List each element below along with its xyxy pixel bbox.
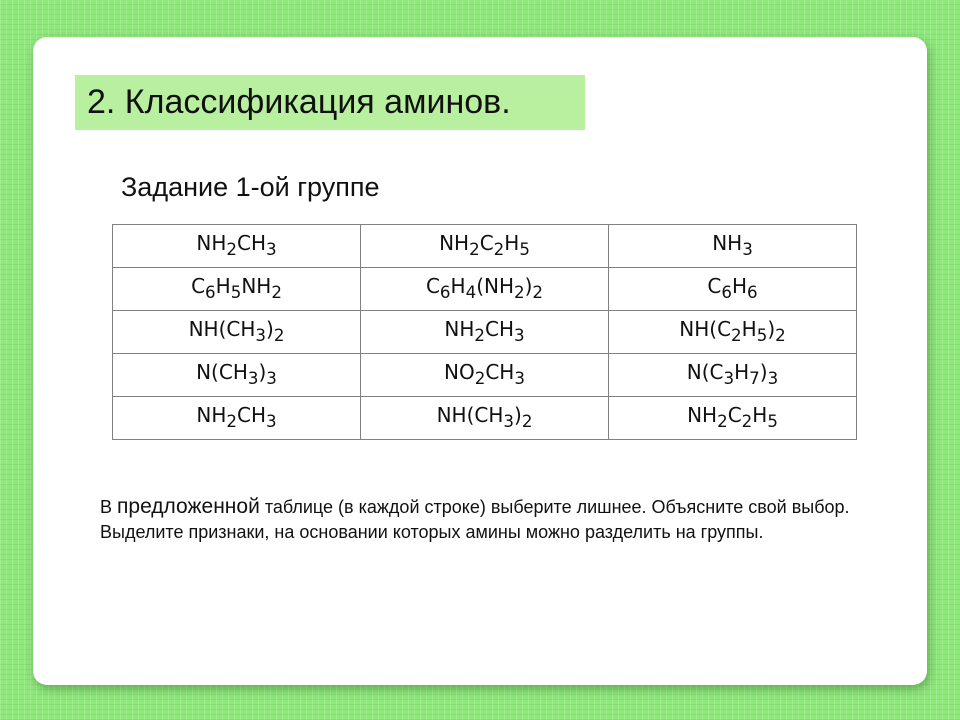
task-instruction-1 — [100, 494, 880, 520]
formula-subscript: 5 — [756, 326, 768, 345]
formula-text: H — [752, 403, 768, 427]
formula-cell — [361, 225, 609, 268]
formula-subscript: 4 — [465, 283, 477, 302]
formula-subscript: 6 — [721, 283, 732, 302]
task-instruction-1-rest: таблице (в каждой строке) выберите лишнее. Объясните свой выбор. — [259, 497, 850, 517]
table-row — [113, 311, 857, 354]
formula-subscript: 6 — [205, 283, 216, 302]
formula-table — [112, 224, 857, 440]
formula-subscript: 2 — [741, 412, 753, 431]
task-heading: Задание 1-ой группе — [121, 172, 380, 202]
formula-subscript: 2 — [493, 240, 505, 259]
formula-subscript: 3 — [742, 240, 753, 259]
formula-subscript: 6 — [747, 283, 758, 302]
formula-text: C — [727, 403, 742, 427]
formula-subscript: 2 — [469, 240, 480, 259]
formula-text: H — [731, 274, 747, 298]
formula-cell — [113, 311, 361, 354]
formula-text: CH — [236, 231, 266, 255]
formula-cell — [609, 354, 857, 397]
formula-cell — [361, 311, 609, 354]
formula-text: NH — [712, 231, 743, 255]
formula-text: NH — [439, 231, 470, 255]
formula-subscript: 3 — [266, 412, 277, 431]
formula-cell — [361, 268, 609, 311]
formula-text: NH — [241, 274, 272, 298]
formula-text: CH — [236, 403, 266, 427]
formula-text: NH — [196, 231, 227, 255]
formula-subscript: 7 — [749, 369, 760, 388]
formula-subscript: 2 — [521, 412, 533, 431]
formula-text: N(C — [686, 360, 724, 384]
formula-text: ) — [514, 403, 522, 427]
table-row — [113, 397, 857, 440]
formula-text: NH — [687, 403, 718, 427]
formula-cell — [609, 397, 857, 440]
formula-subscript: 3 — [255, 326, 266, 345]
formula-subscript: 3 — [247, 369, 259, 388]
formula-subscript: 3 — [266, 369, 277, 388]
formula-subscript: 3 — [503, 412, 514, 431]
table-row — [113, 354, 857, 397]
formula-subscript: 2 — [717, 412, 728, 431]
formula-subscript: 2 — [474, 326, 485, 345]
formula-cell — [113, 225, 361, 268]
formula-cell — [113, 354, 361, 397]
formula-subscript: 3 — [767, 369, 779, 388]
formula-cell — [361, 354, 609, 397]
formula-text: ) — [266, 317, 274, 341]
formula-text: CH — [485, 360, 515, 384]
formula-cell — [113, 397, 361, 440]
formula-text: CH — [484, 317, 514, 341]
formula-text: ) — [759, 360, 768, 384]
formula-subscript: 2 — [532, 283, 544, 302]
formula-text: NH — [196, 403, 227, 427]
formula-text: NH(CH — [436, 403, 504, 427]
formula-subscript: 6 — [439, 283, 451, 302]
formula-subscript: 3 — [723, 369, 735, 388]
formula-subscript: 2 — [731, 326, 742, 345]
formula-text: N(CH — [196, 360, 248, 384]
table-row — [113, 225, 857, 268]
formula-cell — [609, 311, 857, 354]
formula-subscript: 5 — [767, 412, 778, 431]
task-instructions — [100, 494, 880, 545]
formula-subscript: 3 — [266, 240, 277, 259]
formula-text: H — [741, 317, 757, 341]
formula-subscript: 2 — [226, 240, 237, 259]
task-instruction-1-large-word: предложенной — [117, 495, 260, 518]
formula-text: ) — [524, 274, 533, 298]
formula-cell — [609, 225, 857, 268]
formula-cell — [113, 268, 361, 311]
formula-subscript: 2 — [775, 326, 786, 345]
formula-text: C — [425, 274, 440, 298]
formula-subscript: 2 — [271, 283, 282, 302]
formula-text: H — [504, 231, 520, 255]
slide-title: 2. Классификация аминов. — [87, 83, 511, 121]
formula-text: (NH — [476, 274, 514, 298]
formula-text: ) — [767, 317, 776, 341]
title-banner — [75, 75, 585, 130]
formula-subscript: 2 — [273, 326, 285, 345]
formula-subscript: 2 — [474, 369, 486, 388]
formula-subscript: 2 — [514, 283, 525, 302]
formula-text: C — [191, 274, 206, 298]
formula-text: NH(CH — [188, 317, 256, 341]
formula-text: H — [734, 360, 750, 384]
formula-table-body — [113, 225, 857, 440]
task-instruction-2: Выделите признаки, на основании которых амины можно разделить на группы. — [100, 522, 764, 542]
formula-text: C — [707, 274, 722, 298]
formula-subscript: 5 — [519, 240, 530, 259]
formula-text: NH — [444, 317, 475, 341]
task-instruction-1-start: В — [100, 497, 118, 517]
formula-text: C — [479, 231, 494, 255]
formula-text: H — [215, 274, 231, 298]
formula-text: ) — [258, 360, 267, 384]
formula-subscript: 5 — [230, 283, 242, 302]
formula-subscript: 3 — [514, 326, 525, 345]
formula-subscript: 2 — [226, 412, 237, 431]
formula-subscript: 3 — [514, 369, 525, 388]
formula-text: NH(C — [679, 317, 732, 341]
formula-text: NO — [444, 360, 475, 384]
formula-cell — [609, 268, 857, 311]
formula-text: H — [450, 274, 466, 298]
table-row — [113, 268, 857, 311]
formula-cell — [361, 397, 609, 440]
